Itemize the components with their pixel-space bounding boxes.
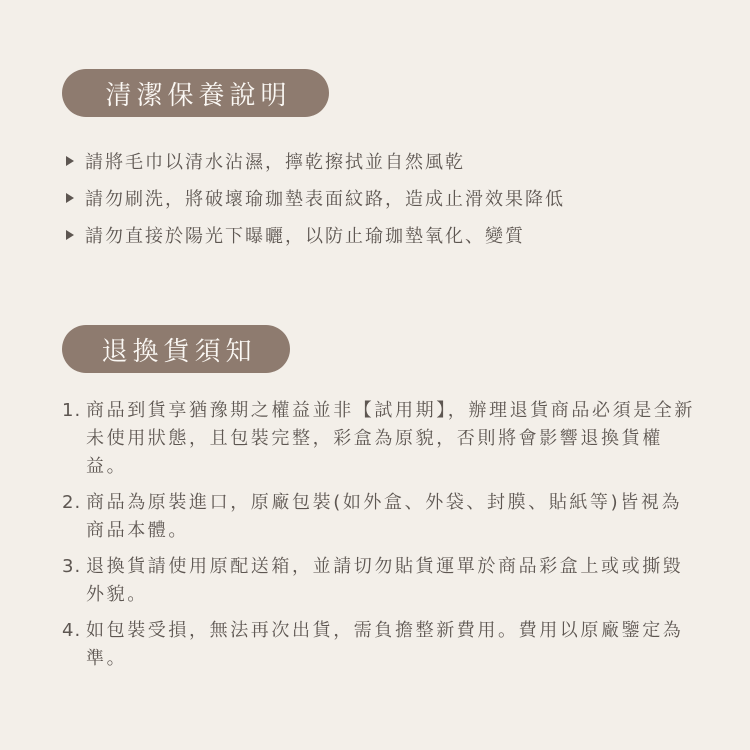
care-item-text: 請將毛巾以清水沾濕，擰乾擦拭並自然風乾 bbox=[85, 151, 465, 173]
returns-notes-list bbox=[62, 397, 702, 681]
list-item bbox=[62, 216, 712, 253]
note-number: 2. bbox=[62, 492, 82, 513]
list-item bbox=[62, 142, 712, 179]
list-item bbox=[62, 489, 702, 545]
note-text: 商品為原裝進口，原廠包裝(如外盒、外袋、封膜、貼紙等)皆視為商品本體。 bbox=[86, 492, 683, 541]
note-number: 3. bbox=[62, 556, 82, 577]
note-number: 4. bbox=[62, 620, 82, 641]
list-item bbox=[62, 617, 702, 673]
note-text: 退換貨請使用原配送箱，並請切勿貼貨運單於商品彩盒上或或撕毀外貌。 bbox=[86, 556, 684, 605]
triangle-bullet-icon bbox=[66, 230, 74, 240]
care-instructions-list bbox=[62, 142, 712, 253]
returns-section-title bbox=[62, 325, 290, 373]
list-item bbox=[62, 397, 702, 481]
care-item-text: 請勿刷洗，將破壞瑜珈墊表面紋路，造成止滑效果降低 bbox=[85, 188, 565, 210]
care-section-title bbox=[62, 69, 329, 117]
list-item bbox=[62, 553, 702, 609]
returns-title-text: 退換貨須知 bbox=[101, 336, 257, 367]
note-number: 1. bbox=[62, 400, 82, 421]
note-text: 商品到貨享猶豫期之權益並非【試用期】，辦理退貨商品必須是全新未使用狀態，且包裝完整，彩盒為原貌，否則將會影響退換貨權益。 bbox=[86, 400, 695, 477]
triangle-bullet-icon bbox=[66, 193, 74, 203]
care-title-text: 清潔保養說明 bbox=[105, 80, 292, 111]
triangle-bullet-icon bbox=[66, 156, 74, 166]
note-text: 如包裝受損，無法再次出貨，需負擔整新費用。費用以原廠鑒定為準。 bbox=[86, 620, 684, 669]
care-item-text: 請勿直接於陽光下曝曬，以防止瑜珈墊氧化、變質 bbox=[85, 225, 525, 247]
list-item bbox=[62, 179, 712, 216]
